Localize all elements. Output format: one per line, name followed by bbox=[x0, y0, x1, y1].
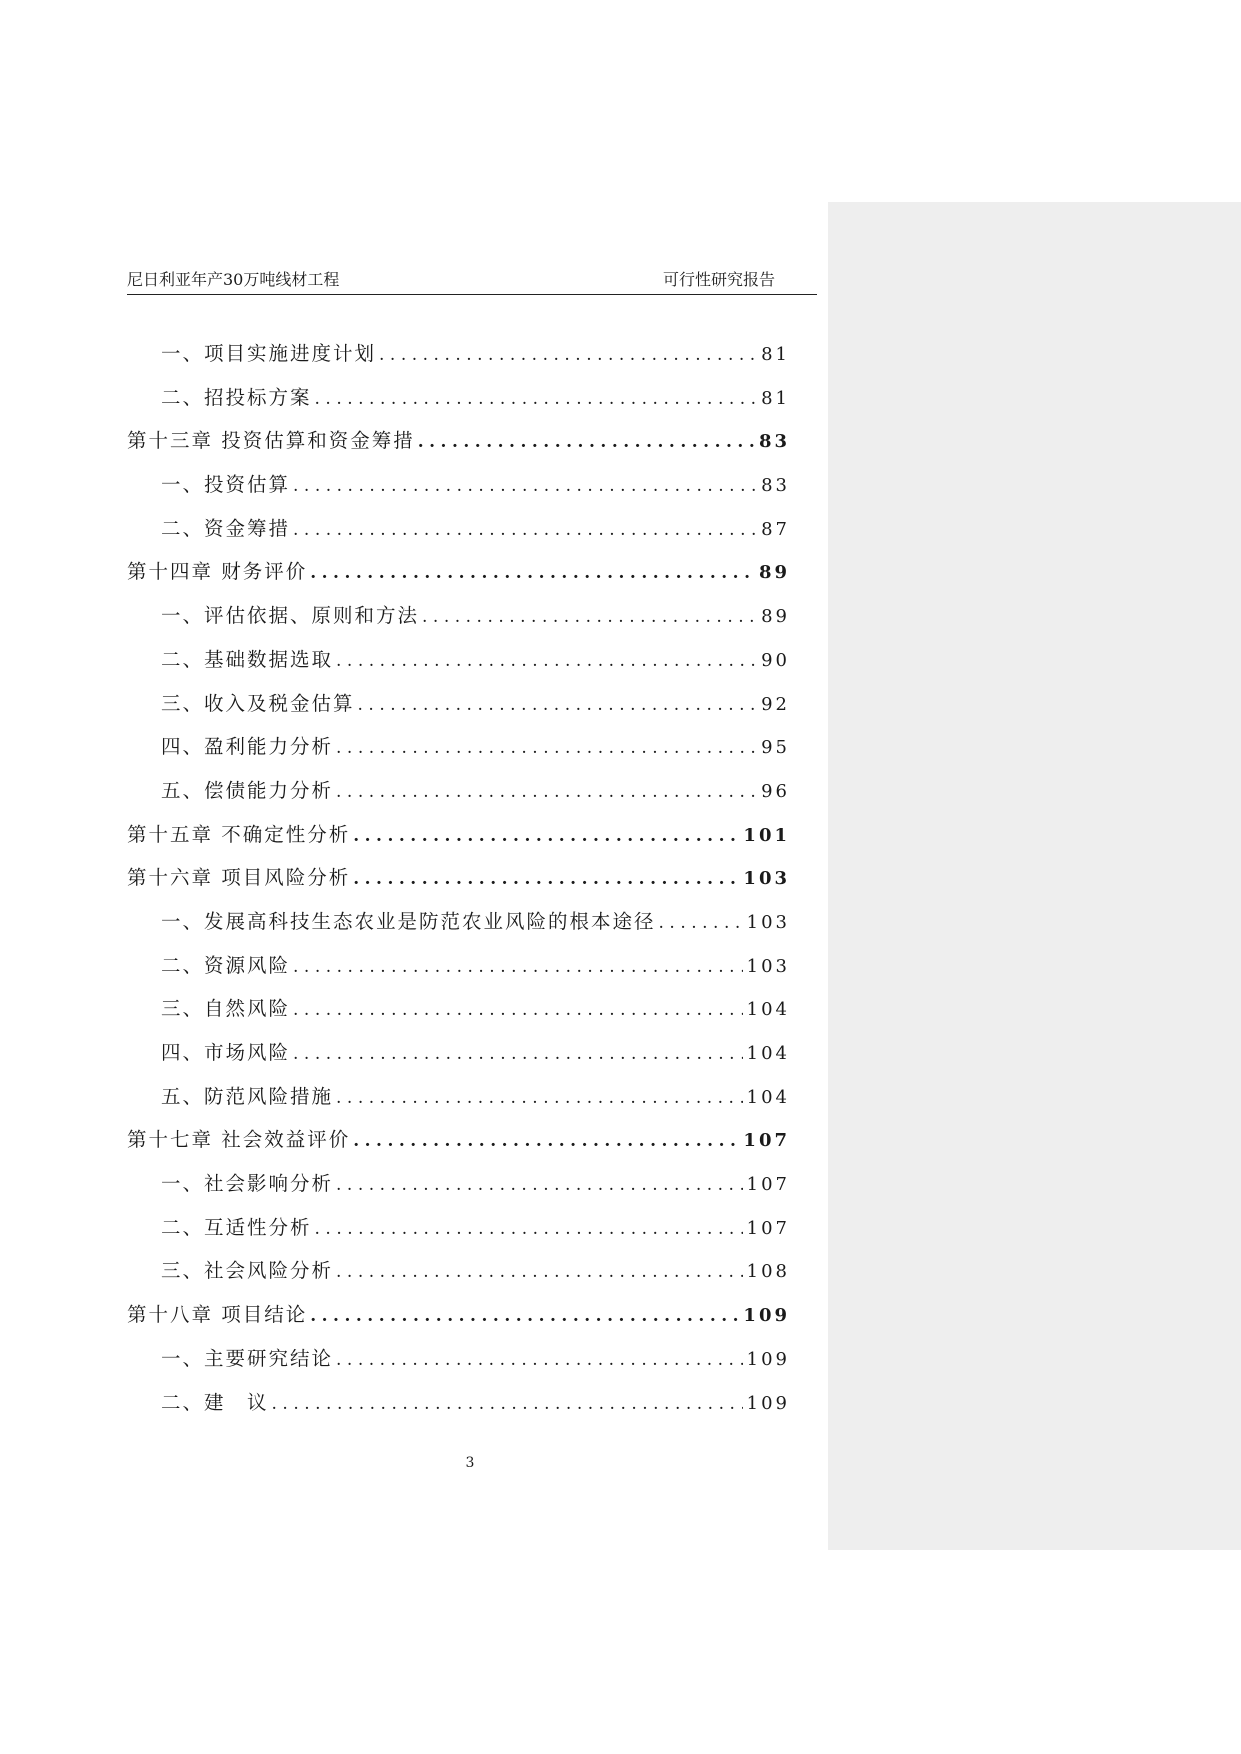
toc-entry-title: 第十五章 不确定性分析 bbox=[127, 822, 351, 846]
toc-dot-leader bbox=[293, 509, 757, 553]
toc-section-entry[interactable] bbox=[127, 463, 790, 507]
header-report-type: 可行性研究报告 bbox=[662, 270, 775, 289]
toc-section-entry[interactable] bbox=[127, 682, 790, 726]
toc-entry-page-number: 108 bbox=[746, 1261, 790, 1283]
toc-dot-leader bbox=[358, 684, 758, 728]
toc-dot-leader bbox=[422, 596, 757, 640]
toc-dot-leader bbox=[315, 378, 758, 422]
header-document-title: 尼日利亚年产30万吨线材工程 bbox=[127, 270, 340, 289]
toc-dot-leader bbox=[336, 1077, 743, 1121]
toc-entry-title: 一、评估依据、原则和方法 bbox=[161, 604, 420, 628]
toc-dot-leader bbox=[336, 640, 757, 684]
toc-dot-leader bbox=[272, 1383, 743, 1427]
toc-entry-title: 五、防范风险措施 bbox=[161, 1084, 334, 1108]
toc-entry-page-number: 109 bbox=[743, 1305, 790, 1327]
toc-entry-page-number: 89 bbox=[758, 562, 790, 584]
toc-entry-page-number: 96 bbox=[761, 780, 790, 802]
toc-dot-leader bbox=[336, 727, 757, 771]
toc-section-entry[interactable] bbox=[127, 507, 790, 551]
toc-section-entry[interactable] bbox=[127, 1249, 790, 1293]
toc-section-entry[interactable] bbox=[127, 332, 790, 376]
toc-entry-page-number: 90 bbox=[761, 649, 790, 671]
toc-section-entry[interactable] bbox=[127, 1031, 790, 1075]
toc-section-entry[interactable] bbox=[127, 900, 790, 944]
toc-dot-leader bbox=[336, 1251, 743, 1295]
toc-entry-title: 四、盈利能力分析 bbox=[161, 735, 334, 759]
toc-entry-title: 二、建 议 bbox=[161, 1390, 269, 1414]
toc-dot-leader bbox=[379, 334, 757, 378]
toc-entry-page-number: 101 bbox=[743, 824, 790, 846]
toc-entry-page-number: 83 bbox=[761, 475, 790, 497]
toc-section-entry[interactable] bbox=[127, 1206, 790, 1250]
toc-section-entry[interactable] bbox=[127, 1381, 790, 1425]
toc-entry-page-number: 81 bbox=[761, 387, 790, 409]
toc-entry-page-number: 104 bbox=[746, 1043, 790, 1064]
toc-entry-page-number: 104 bbox=[746, 999, 790, 1021]
toc-section-entry[interactable] bbox=[127, 769, 790, 813]
toc-entry-title: 一、主要研究结论 bbox=[161, 1346, 334, 1370]
toc-entry-title: 第十四章 财务评价 bbox=[127, 560, 308, 584]
toc-section-entry[interactable] bbox=[127, 1075, 790, 1119]
toc-chapter-entry[interactable] bbox=[127, 550, 790, 594]
toc-entry-title: 第十八章 项目结论 bbox=[127, 1303, 308, 1327]
toc-entry-page-number: 87 bbox=[761, 518, 790, 540]
toc-dot-leader bbox=[418, 421, 755, 465]
toc-entry-title: 一、发展高科技生态农业是防范农业风险的根本途径 bbox=[161, 909, 656, 933]
toc-entry-page-number: 104 bbox=[746, 1086, 790, 1108]
toc-dot-leader bbox=[310, 1295, 739, 1339]
toc-entry-title: 二、资金筹措 bbox=[161, 516, 291, 540]
toc-section-entry[interactable] bbox=[127, 987, 790, 1031]
toc-chapter-entry[interactable] bbox=[127, 1293, 790, 1337]
toc-entry-page-number: 107 bbox=[743, 1130, 790, 1152]
toc-chapter-entry[interactable] bbox=[127, 419, 790, 463]
table-of-contents bbox=[127, 332, 790, 1424]
running-header bbox=[127, 268, 817, 295]
toc-entry-title: 第十三章 投资估算和资金筹措 bbox=[127, 429, 415, 453]
toc-entry-title: 第十七章 社会效益评价 bbox=[127, 1128, 351, 1152]
toc-entry-page-number: 107 bbox=[746, 1174, 790, 1196]
toc-entry-title: 一、投资估算 bbox=[161, 473, 291, 497]
toc-entry-title: 三、社会风险分析 bbox=[161, 1259, 334, 1283]
toc-entry-page-number: 103 bbox=[746, 911, 790, 933]
comment-pane bbox=[828, 202, 1241, 1550]
toc-dot-leader bbox=[353, 1120, 739, 1164]
toc-entry-page-number: 89 bbox=[761, 606, 790, 628]
toc-section-entry[interactable] bbox=[127, 638, 790, 682]
toc-dot-leader bbox=[293, 989, 743, 1033]
toc-entry-page-number: 83 bbox=[758, 431, 790, 453]
toc-section-entry[interactable] bbox=[127, 1162, 790, 1206]
toc-section-entry[interactable] bbox=[127, 594, 790, 638]
toc-entry-title: 三、自然风险 bbox=[161, 997, 291, 1021]
toc-dot-leader bbox=[336, 1339, 743, 1383]
toc-dot-leader bbox=[293, 946, 743, 990]
toc-entry-title: 五、偿债能力分析 bbox=[161, 778, 334, 802]
toc-entry-title: 二、资源风险 bbox=[161, 953, 291, 977]
toc-entry-title: 第十六章 项目风险分析 bbox=[127, 866, 351, 890]
toc-dot-leader bbox=[336, 1164, 743, 1208]
toc-entry-page-number: 109 bbox=[746, 1348, 790, 1370]
toc-entry-page-number: 92 bbox=[761, 693, 790, 715]
toc-entry-title: 二、互适性分析 bbox=[161, 1215, 312, 1239]
toc-entry-title: 二、招投标方案 bbox=[161, 385, 312, 409]
toc-entry-title: 一、社会影响分析 bbox=[161, 1172, 334, 1196]
toc-section-entry[interactable] bbox=[127, 725, 790, 769]
toc-dot-leader bbox=[336, 771, 757, 815]
toc-entry-page-number: 109 bbox=[746, 1392, 790, 1414]
toc-section-entry[interactable] bbox=[127, 1337, 790, 1381]
toc-entry-page-number: 103 bbox=[743, 868, 790, 890]
toc-dot-leader bbox=[353, 858, 739, 902]
toc-entry-page-number: 81 bbox=[761, 344, 790, 365]
toc-dot-leader bbox=[293, 1033, 743, 1077]
toc-entry-title: 三、收入及税金估算 bbox=[161, 691, 355, 715]
toc-entry-title: 一、项目实施进度计划 bbox=[161, 342, 377, 365]
page-number: 3 bbox=[465, 1455, 475, 1471]
toc-dot-leader bbox=[353, 815, 739, 859]
toc-entry-title: 二、基础数据选取 bbox=[161, 647, 334, 671]
toc-section-entry[interactable] bbox=[127, 944, 790, 988]
toc-entry-title: 四、市场风险 bbox=[161, 1041, 291, 1064]
toc-entry-page-number: 107 bbox=[746, 1217, 790, 1239]
toc-dot-leader bbox=[310, 552, 755, 596]
toc-chapter-entry[interactable] bbox=[127, 856, 790, 900]
toc-entry-page-number: 103 bbox=[746, 955, 790, 977]
toc-chapter-entry[interactable] bbox=[127, 813, 790, 857]
toc-entry-page-number: 95 bbox=[761, 737, 790, 759]
toc-chapter-entry[interactable] bbox=[127, 1118, 790, 1162]
toc-section-entry[interactable] bbox=[127, 376, 790, 420]
toc-dot-leader bbox=[315, 1208, 743, 1252]
toc-dot-leader bbox=[659, 902, 743, 946]
toc-dot-leader bbox=[293, 465, 757, 509]
